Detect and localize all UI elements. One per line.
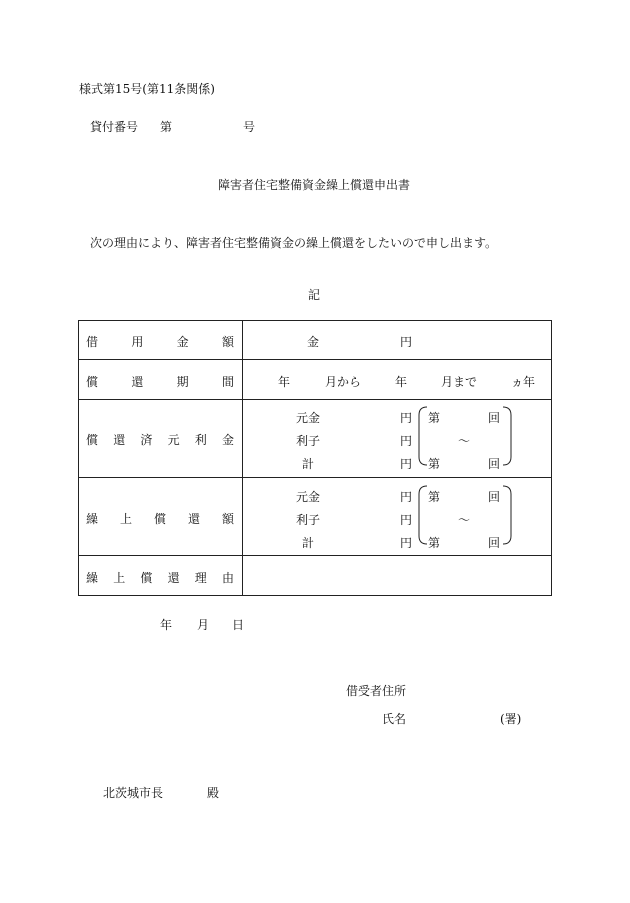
repaid-principal-yen: 円: [400, 411, 413, 425]
row-label-repayment-period: [78, 373, 242, 390]
table-column-divider: [242, 320, 243, 596]
early-principal-label: 元金: [296, 490, 321, 504]
early-interest-yen: 円: [400, 513, 413, 527]
label-char: 償: [140, 571, 153, 585]
early-to-dai: 第: [428, 536, 441, 550]
label-char: 償: [86, 375, 99, 389]
label-char: 間: [221, 375, 234, 389]
row-label-early-repayment-amount: [78, 510, 242, 527]
label-char: 還: [187, 512, 200, 526]
label-char: 金: [176, 335, 189, 349]
repaid-principal-label: 元金: [296, 411, 321, 425]
label-char: 利: [194, 433, 207, 447]
date-month: 月: [197, 618, 210, 632]
early-to-kai: 回: [488, 536, 501, 550]
addressee-dono: 殿: [207, 786, 220, 800]
label-char: 償: [86, 433, 99, 447]
loan-number-prefix: 第: [160, 120, 173, 134]
intro-text: 次の理由により、障害者住宅整備資金の繰上償還をしたいので申し出ます。: [90, 236, 498, 250]
label-char: 額: [221, 335, 234, 349]
repaid-interest-label: 利子: [296, 434, 321, 448]
amount-kin: 金: [307, 335, 320, 349]
table-divider: [78, 477, 552, 478]
repaid-total-label: 計: [302, 457, 315, 471]
repaid-interest-yen: 円: [400, 434, 413, 448]
row-label-repaid-principal-interest: [78, 431, 242, 448]
date-day: 日: [232, 618, 245, 632]
period-start-month: 月から: [325, 375, 362, 389]
table-divider: [78, 359, 552, 360]
early-from-kai: 回: [488, 490, 501, 504]
label-char: 繰: [86, 512, 99, 526]
label-char: 用: [131, 335, 144, 349]
form-number: 様式第15号(第11条関係): [79, 82, 215, 96]
row-label-early-repayment-reason: [78, 569, 242, 586]
label-char: 済: [140, 433, 153, 447]
label-char: 還: [113, 433, 126, 447]
date-year: 年: [160, 618, 173, 632]
early-from-dai: 第: [428, 490, 441, 504]
period-start-year: 年: [278, 375, 291, 389]
label-char: 理: [194, 571, 207, 585]
repaid-from-kai: 回: [488, 411, 501, 425]
applicant-name-label: 氏名: [382, 712, 407, 726]
applicant-seal: (署): [500, 712, 522, 726]
label-char: 由: [221, 571, 234, 585]
repaid-to-kai: 回: [488, 457, 501, 471]
period-end-year: 年: [395, 375, 408, 389]
label-char: 元: [167, 433, 180, 447]
repaid-tilde: ～: [458, 434, 471, 448]
label-char: 償: [153, 512, 166, 526]
label-char: 還: [131, 375, 144, 389]
early-total-yen: 円: [400, 536, 413, 550]
table-divider: [78, 399, 552, 400]
label-char: 金: [221, 433, 234, 447]
addressee-mayor: 北茨城市長: [103, 786, 164, 800]
label-char: 繰: [86, 571, 99, 585]
early-tilde: ～: [458, 513, 471, 527]
early-total-label: 計: [302, 536, 315, 550]
early-interest-label: 利子: [296, 513, 321, 527]
repaid-total-yen: 円: [400, 457, 413, 471]
period-years: ヵ年: [511, 375, 536, 389]
loan-number-suffix: 号: [243, 120, 256, 134]
label-char: 借: [86, 335, 99, 349]
label-char: 上: [119, 512, 132, 526]
label-char: 期: [176, 375, 189, 389]
amount-yen: 円: [400, 335, 413, 349]
repaid-from-dai: 第: [428, 411, 441, 425]
period-end-month: 月まで: [441, 375, 478, 389]
early-principal-yen: 円: [400, 490, 413, 504]
table-divider: [78, 555, 552, 556]
label-char: 還: [167, 571, 180, 585]
document-title: 障害者住宅整備資金繰上償還申出書: [218, 178, 411, 192]
loan-number-label: 貸付番号: [90, 120, 139, 134]
label-char: 額: [221, 512, 234, 526]
ki-heading: 記: [308, 288, 321, 302]
applicant-address-label: 借受者住所: [346, 684, 407, 698]
label-char: 上: [113, 571, 126, 585]
repaid-to-dai: 第: [428, 457, 441, 471]
row-label-loan-amount: [78, 333, 242, 350]
